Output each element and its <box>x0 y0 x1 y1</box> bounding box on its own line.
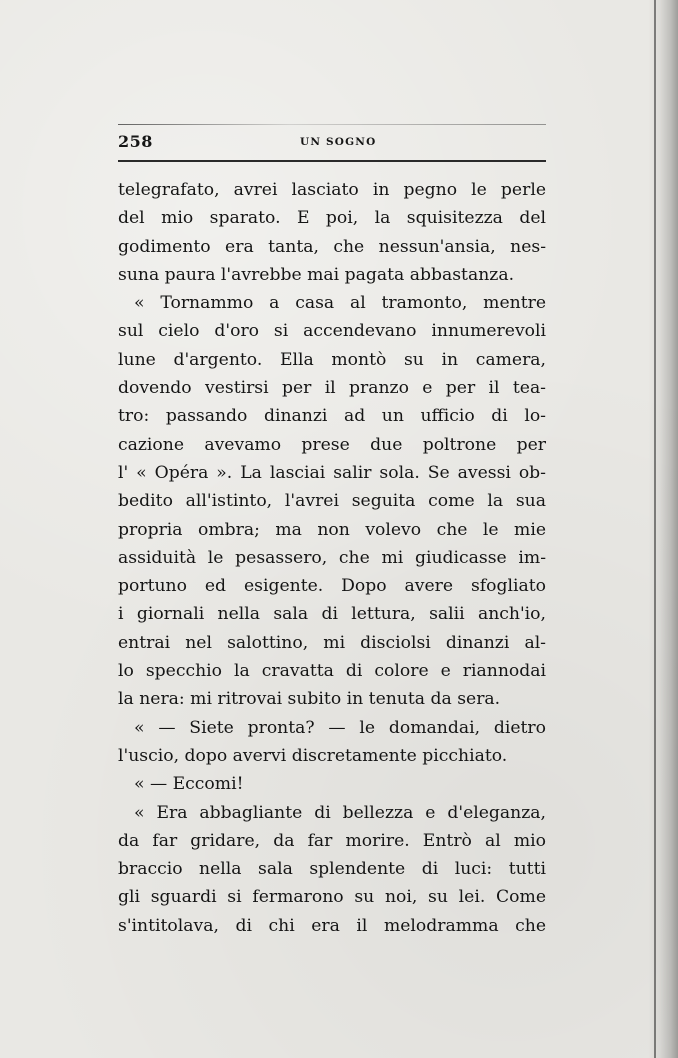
text-line: del mio sparato. E poi, la squisitezza del <box>118 208 546 229</box>
text-line: assiduità le pesassero, che mi giudicasse im- <box>118 547 546 568</box>
page-number: 258 <box>118 132 153 151</box>
text-line: godimento era tanta, che nessun'ansia, nes- <box>118 236 546 257</box>
page-gutter-shadow <box>648 0 678 1058</box>
text-line: l'uscio, dopo avervi discretamente picchiato. <box>118 745 508 766</box>
body-text <box>118 176 546 940</box>
text-line: la nera: mi ritrovai subito in tenuta da sera. <box>118 689 501 710</box>
text-line: sul cielo d'oro si accendevano innumerevoli <box>118 321 546 342</box>
text-line: cazione avevamo prese due poltrone per <box>118 434 546 455</box>
running-head <box>118 130 542 154</box>
text-line: propria ombra; ma non volevo che le mie <box>118 519 546 540</box>
text-line: portuno ed esigente. Dopo avere sfogliato <box>118 576 546 597</box>
text-line: braccio nella sala splendente di luci: tutti <box>118 859 546 880</box>
text-line: tro: passando dinanzi ad un ufficio di lo- <box>118 406 546 427</box>
text-line: suna paura l'avrebbe mai pagata abbastanza. <box>118 264 515 285</box>
text-line: dovendo vestirsi per il pranzo e per il tea- <box>118 378 546 399</box>
text-line: i giornali nella sala di lettura, salii anch'io, <box>118 604 546 625</box>
top-faint-rule <box>118 124 546 125</box>
text-line: gli sguardi si fermarono su noi, su lei. Come <box>118 887 546 908</box>
text-line: l' « Opéra ». La lasciai salir sola. Se avessi ob- <box>118 462 546 483</box>
running-title: UN SOGNO <box>300 136 377 148</box>
text-line: telegrafato, avrei lasciato in pegno le perle <box>118 180 546 200</box>
text-line: s'intitolava, di chi era il melodramma che <box>118 915 546 936</box>
text-line: lo specchio la cravatta di colore e riannodai <box>118 661 546 682</box>
text-line: « — Eccomi! <box>134 774 244 795</box>
text-line: « Tornammo a casa al tramonto, mentre <box>134 293 546 314</box>
header-rule <box>118 160 546 162</box>
text-line: da far gridare, da far morire. Entrò al mio <box>118 830 546 851</box>
text-line: « Era abbagliante di bellezza e d'eleganza, <box>134 802 546 823</box>
text-line: « — Siete pronta? — le domandai, dietro <box>134 717 546 738</box>
text-line: lune d'argento. Ella montò su in camera, <box>118 349 546 370</box>
text-line: entrai nel salottino, mi disciolsi dinanzi al- <box>118 632 546 653</box>
text-line: bedito all'istinto, l'avrei seguita come la sua <box>118 491 546 512</box>
